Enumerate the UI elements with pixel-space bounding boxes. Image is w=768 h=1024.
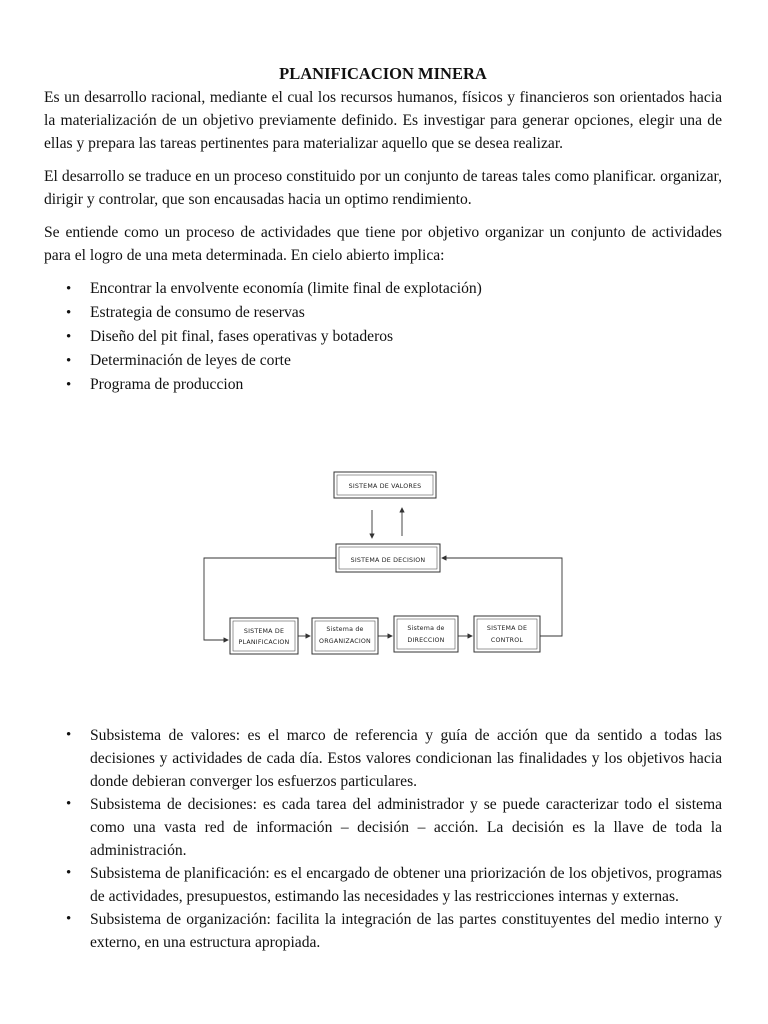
definition-decisiones: • Subsistema de decisiones: es cada tarea del administrador y se puede caracterizar todo el sistema como una vasta red de información – decisión – acción. La decisión es la llave de toda la administración. — [44, 793, 722, 862]
valores-box — [334, 472, 436, 498]
list-item: • Encontrar la envolvente economía (limite final de explotación) — [44, 277, 722, 301]
planificacion-label-2: PLANIFICACION — [238, 639, 290, 646]
list-item: • Determinación de leyes de corte — [44, 349, 722, 373]
valores-label: SISTEMA DE VALORES — [348, 483, 422, 490]
direccion-label-2: DIRECCION — [407, 637, 445, 644]
list-item: • Diseño del pit final, fases operativas y botaderos — [44, 325, 722, 349]
list-item: • Programa de produccion — [44, 373, 722, 397]
open-pit-list — [44, 277, 722, 397]
planificacion-label-1: SISTEMA DE — [243, 628, 285, 635]
definition-planificacion: • Subsistema de planificación: es el encargado de obtener una priorización de los objetivos, programas de actividades, presupuestos, estimando las necesidades y las restricciones internas y externas. — [44, 862, 722, 908]
direccion-label-1: Sistema de — [407, 625, 445, 632]
paragraph-definition: Es un desarrollo racional, mediante el cual los recursos humanos, físicos y financieros son orientados hacia la materialización de un objetivo previamente definido. Es investigar para generar opciones, elegir una de ellas y prepara las tareas pertinentes para materializar aquello que se desea realizar. — [44, 89, 722, 152]
document-body — [44, 64, 722, 397]
control-label-1: SISTEMA DE — [486, 625, 528, 632]
planificacion-box — [230, 618, 298, 654]
organizacion-box — [312, 618, 378, 654]
direccion-box — [394, 616, 458, 652]
decision-box — [336, 544, 440, 572]
list-item: • Estrategia de consumo de reservas — [44, 301, 722, 325]
organizacion-label-1: Sistema de — [326, 626, 364, 633]
decision-label: SISTEMA DE DECISION — [350, 557, 426, 564]
paragraph-process: El desarrollo se traduce en un proceso constituido por un conjunto de tareas tales como planificar. organizar, dirigir y controlar, que son encausadas hacia un optimo rendimiento. — [44, 168, 722, 208]
control-box — [474, 616, 540, 652]
systems-diagram — [200, 468, 572, 668]
definition-organizacion: • Subsistema de organización: facilita la integración de las partes constituyentes del medio interno y externo, en una estructura apropiada. — [44, 908, 722, 954]
document-title: PLANIFICACION MINERA — [279, 64, 487, 83]
control-label-2: CONTROL — [490, 637, 524, 644]
definition-valores: • Subsistema de valores: es el marco de referencia y guía de acción que da sentido a todas las decisiones y actividades de cada día. Estos valores condicionan las finalidades y los objetivos hacia donde debieran converger los esfuerzos particulares. — [44, 724, 722, 793]
organizacion-label-2: ORGANIZACION — [319, 638, 371, 645]
subsystem-definitions — [44, 724, 722, 954]
paragraph-open-pit: Se entiende como un proceso de actividades que tiene por objetivo organizar un conjunto de actividades para el logro de una meta determinada. En cielo abierto implica: — [44, 224, 722, 264]
